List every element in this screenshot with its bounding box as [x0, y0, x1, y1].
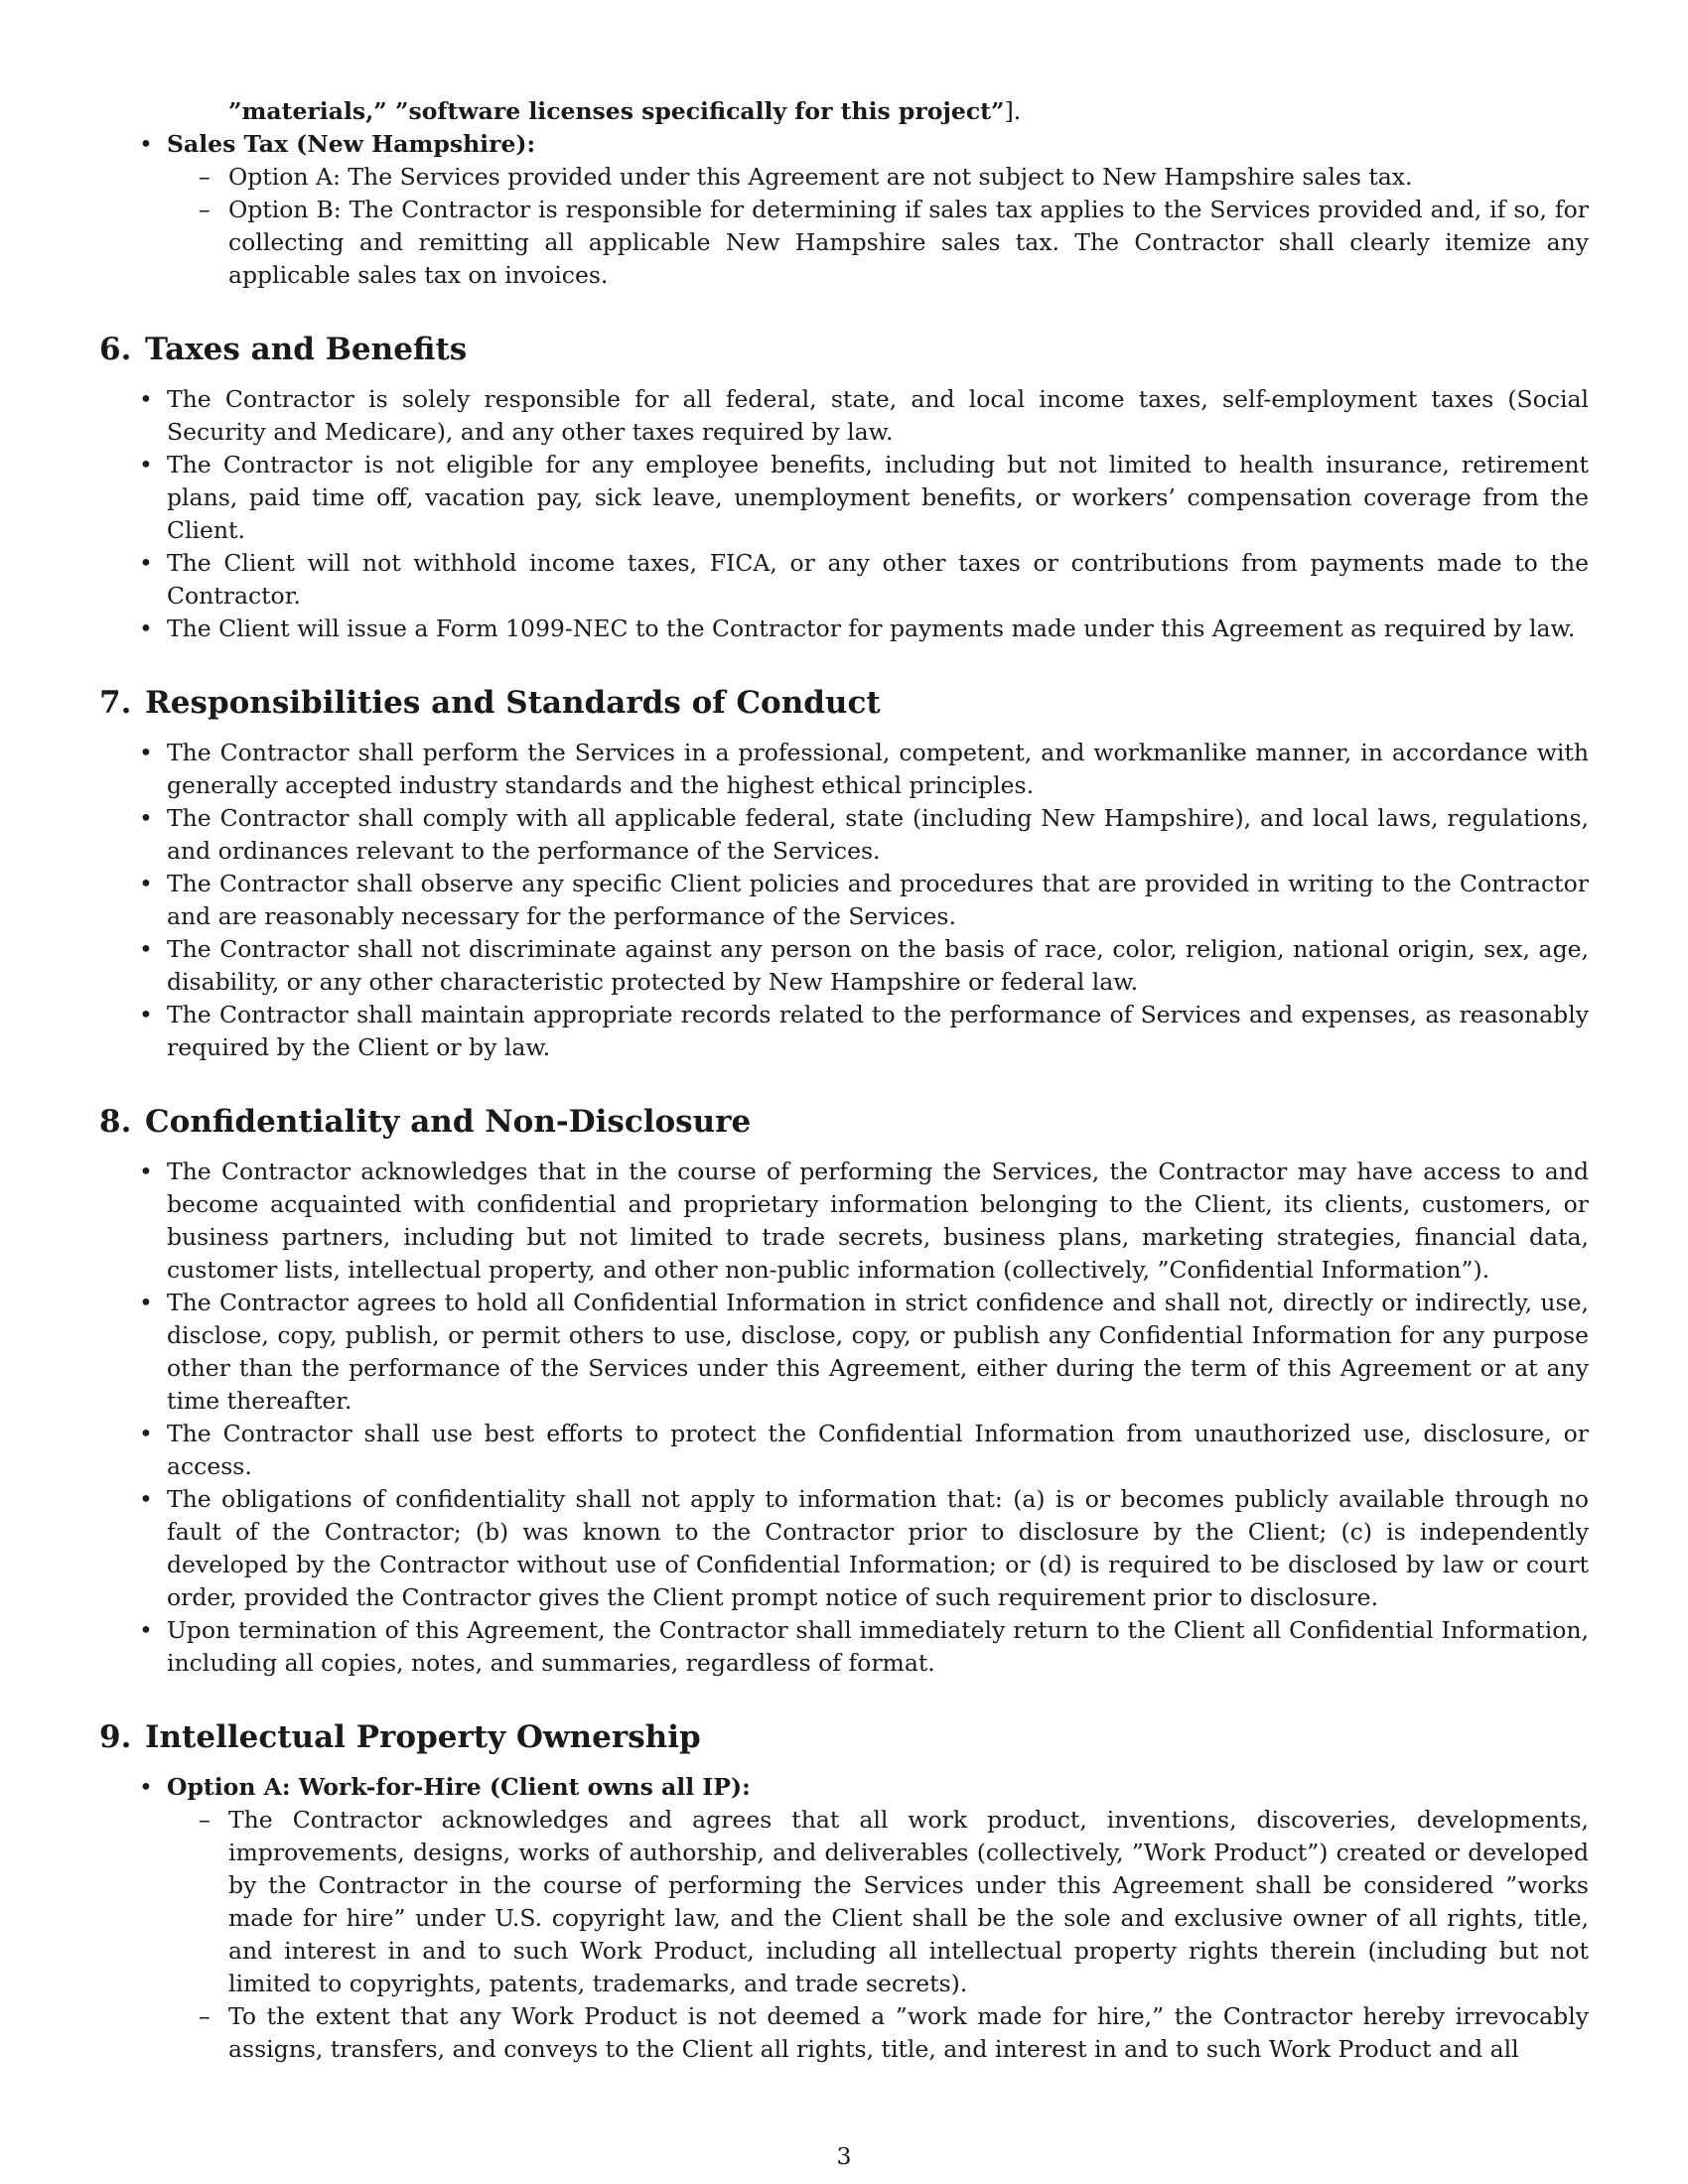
section-number: 9. — [99, 1719, 132, 1755]
sales-tax-options — [167, 161, 1589, 292]
ip-option-sublist — [167, 1804, 1589, 2066]
section-number: 7. — [99, 685, 132, 721]
ip-option-label: Option A: Work-for-Hire (Client owns all IP): — [167, 1773, 751, 1801]
ip-sub-item: – The Contractor acknowledges and agrees that all work product, inventions, discoveries, developments, improvements, designs, works of authorship, and deliverables (collectively, ”Work Product”) created or developed by the Contractor in the course of performing the Services under this Agreement shall be considered ”works made for hire” under U.S. copyright law, and the Client shall be the sole and exclusive owner of all rights, title, and interest in and to such Work Product, including all intellectual property rights therein (including but not limited to copyrights, patents, trademarks, and trade secrets). — [167, 1804, 1589, 2000]
section-list — [99, 1156, 1589, 1680]
section-list — [99, 383, 1589, 645]
ip-sub-item: – To the extent that any Work Product is not deemed a ”work made for hire,” the Contractor hereby irrevocably assigns, transfers, and conveys to the Client all rights, title, and interest in and to such Work Product and all — [167, 2000, 1589, 2066]
section-heading — [99, 330, 1589, 369]
section-number: 6. — [99, 332, 132, 367]
list-item: • The Contractor shall maintain appropriate records related to the performance of Services and expenses, as reasonably required by the Client or by law. — [99, 999, 1589, 1064]
list-item: • The Contractor shall comply with all applicable federal, state (including New Hampshire), and local laws, regulations, and ordinances relevant to the performance of the Services. — [99, 802, 1589, 868]
section-title: Intellectual Property Ownership — [145, 1719, 701, 1755]
list-item: • The Contractor acknowledges that in the course of performing the Services, the Contractor may have access to and become acquainted with confidential and proprietary information belonging to the Client, its clients, customers, or business partners, including but not limited to trade secrets, business plans, marketing strategies, financial data, customer lists, intellectual property, and other non-public information (collectively, ”Confidential Information”). — [99, 1156, 1589, 1287]
section-number: 8. — [99, 1104, 132, 1140]
section-list — [99, 737, 1589, 1064]
sales-tax-list — [99, 128, 1589, 292]
list-item — [99, 1771, 1589, 2066]
section-title: Taxes and Benefits — [145, 332, 468, 367]
section-title: Confidentiality and Non-Disclosure — [145, 1104, 752, 1140]
section-heading — [99, 1717, 1589, 1757]
list-item: • The Contractor agrees to hold all Confidential Information in strict confidence and shall not, directly or indirectly, use, disclose, copy, publish, or permit others to use, disclose, copy, or publish any Confidential Information for any purpose other than the performance of the Services under this Agreement, either during the term of this Agreement or at any time thereafter. — [99, 1287, 1589, 1418]
list-item: • The Contractor is not eligible for any employee benefits, including but not limited to health insurance, retirement plans, paid time off, vacation pay, sick leave, unemployment benefits, or workers’ compensation coverage from the Client. — [99, 449, 1589, 547]
sales-tax-option-a: – Option A: The Services provided under this Agreement are not subject to New Hampshire sales tax. — [167, 161, 1589, 194]
sales-tax-label: Sales Tax (New Hampshire): — [167, 130, 536, 158]
section-list — [99, 1771, 1589, 2066]
sales-tax-option-b: – Option B: The Contractor is responsible for determining if sales tax applies to the Services provided and, if so, for collecting and remitting all applicable New Hampshire sales tax. The Contractor shall clearly itemize any applicable sales tax on invoices. — [167, 194, 1589, 292]
continuation-bold-text: ”materials,” ”software licenses specifically for this project” — [228, 97, 1005, 125]
continuation-line — [228, 95, 1589, 128]
page-number: 3 — [836, 2142, 852, 2170]
list-item: • The Contractor is solely responsible for all federal, state, and local income taxes, self-employment taxes (Social Security and Medicare), and any other taxes required by law. — [99, 383, 1589, 449]
list-item: • The obligations of confidentiality shall not apply to information that: (a) is or becomes publicly available through no fault of the Contractor; (b) was known to the Contractor prior to disclosure by the Client; (c) is independently developed by the Contractor without use of Confidential Information; or (d) is required to be disclosed by law or court order, provided the Contractor gives the Client prompt notice of such requirement prior to disclosure. — [99, 1483, 1589, 1614]
list-item: • The Client will issue a Form 1099-NEC to the Contractor for payments made under this Agreement as required by law. — [99, 613, 1589, 645]
list-item: • The Client will not withhold income taxes, FICA, or any other taxes or contributions from payments made to the Contractor. — [99, 547, 1589, 613]
list-item: • The Contractor shall not discriminate against any person on the basis of race, color, religion, national origin, sex, age, disability, or any other characteristic protected by New Hampshire or federal law. — [99, 933, 1589, 999]
continuation-tail: ]. — [1004, 97, 1022, 125]
list-item: • Upon termination of this Agreement, the Contractor shall immediately return to the Client all Confidential Information, including all copies, notes, and summaries, regardless of format. — [99, 1614, 1589, 1680]
list-item: • The Contractor shall perform the Services in a professional, competent, and workmanlike manner, in accordance with generally accepted industry standards and the highest ethical principles. — [99, 737, 1589, 802]
document-page — [99, 95, 1589, 2066]
section-heading — [99, 1102, 1589, 1142]
section-title: Responsibilities and Standards of Conduct — [145, 685, 881, 721]
list-item: • The Contractor shall use best efforts to protect the Confidential Information from unauthorized use, disclosure, or access. — [99, 1418, 1589, 1483]
list-item: • The Contractor shall observe any specific Client policies and procedures that are provided in writing to the Contractor and are reasonably necessary for the performance of the Services. — [99, 868, 1589, 933]
section-heading — [99, 683, 1589, 723]
list-item — [99, 128, 1589, 292]
